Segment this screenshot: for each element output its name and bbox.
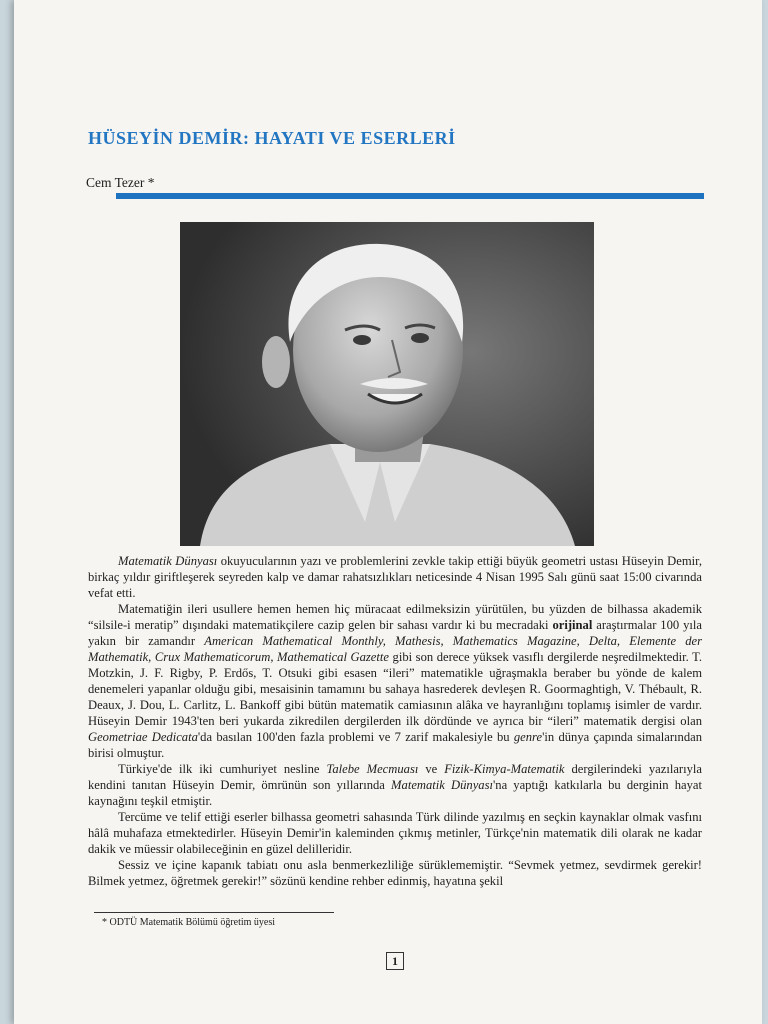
text-run: 'da basılan 100'den fazla problemi ve 7 zarif makalesiyle bu xyxy=(197,730,514,744)
text-run: Fizik-Kimya-Matematik xyxy=(444,762,565,776)
paragraph-4 xyxy=(88,809,702,857)
text-run: okuyucularının yazı ve problemlerini zevkle takip ettiği büyük geometri ustası Hüseyin Demir, birkaç yıldır giriftleşerek seyreden kalp ve damar rahatsızlıkları neticesinde 4 Nisan 1995 Salı günü saat 15:00 civarında vefat etti. xyxy=(88,554,702,600)
footnote-rule xyxy=(94,912,334,913)
paragraph-5 xyxy=(88,857,702,889)
page-number: 1 xyxy=(386,952,404,970)
text-run: araştırmalar 100 yıla yakın bir zamandır xyxy=(88,618,702,648)
text-run: Sessiz ve içine kapanık tabiatı onu asla benmerkezliliğe sürüklememiştir. “Sevmek yetmez, sevdirmek gerekir! Bilmek yetmez, öğretmek gerekir!” sözünü kendine rehber edinmiş, hayatına şekil xyxy=(88,858,702,888)
author-name: Cem Tezer * xyxy=(86,175,155,190)
text-run: ve xyxy=(418,762,445,776)
text-run: dergilerindeki yazılarıyla kendini tanıtan Hüseyin Demir, ömrünün son yıllarında xyxy=(88,762,702,792)
paragraph-2 xyxy=(88,601,702,761)
text-run: 'na yaptığı katkılarla bu derginin hayat kaynağını teşkil etmiştir. xyxy=(88,778,702,808)
title-rule xyxy=(116,193,704,199)
footnote: * ODTÜ Matematik Bölümü öğretim üyesi xyxy=(102,917,276,928)
text-run: 'in dünya çapında simalarından birisi olmuştur. xyxy=(88,730,703,760)
text-run: gibi son derece yüksek vasıflı dergilerde neşredilmektedir. T. Motzkin, J. F. Rigby, P. Erdős, T. Otsuki gibi esasen “ileri” matematikle uğraşmakla beraber bu yönde de kalem denemeleri yapanlar olduğu gibi, mesaisinin tamamını bu sahaya hasrederek devleşen R. Goormaghtigh, V. Thébault, R. Deaux, J. Dou, L. Carlitz, L. Bankoff gibi bütün matematik camiasının alâka ve hayranlığını toplamış isimler de vardır. Hüseyin Demir 1943'ten beri yukarda zikredilen dergilerden ilk dördünde ve ayrıca bir “ileri” matematik dergisi olan xyxy=(88,650,703,728)
document-page xyxy=(14,0,762,1024)
text-run: Talebe Mecmuası xyxy=(326,762,419,776)
text-run: Geometriae Dedicata xyxy=(88,730,198,744)
portrait-illustration xyxy=(180,222,594,546)
text-run: Matematiğin ileri usullere hemen hemen hiç müracaat edilmeksizin yürütülen, bu yüzden de bilhassa akademik “silsile-i meratip” dışındaki matematikçilere cazip gelen bir sahası vardır ki bu mecradaki xyxy=(88,602,702,632)
paragraph-3 xyxy=(88,761,702,809)
portrait-photo xyxy=(180,222,594,546)
text-run: genre xyxy=(513,730,543,744)
text-run: American Mathematical Monthly, Mathesis, Mathematics Magazine, Delta, Elemente der Mathematik, Crux Mathematicorum, Mathematical Gazette xyxy=(88,634,702,664)
paragraph-1 xyxy=(88,553,702,601)
article-body xyxy=(88,553,702,889)
text-run: Matematik Dünyası xyxy=(118,554,218,568)
text-run: Matematik Dünyası xyxy=(391,778,493,792)
text-run: Türkiye'de ilk iki cumhuriyet nesline xyxy=(118,762,327,776)
article-title: HÜSEYİN DEMİR: HAYATI VE ESERLERİ xyxy=(88,128,456,148)
text-run: orijinal xyxy=(552,618,593,632)
text-run: Tercüme ve telif ettiği eserler bilhassa geometri sahasında Türk dilinde yazılmış en seçkin kaynaklar olmak vasfını hâlâ muhafaza etmektedirler. Hüseyin Demir'in kaleminden çıkmış metinler, Türkçe'nin matematik dili olarak ne kadar dakik ve müessir olabileceğinin en güzel delilleridir. xyxy=(88,810,702,856)
